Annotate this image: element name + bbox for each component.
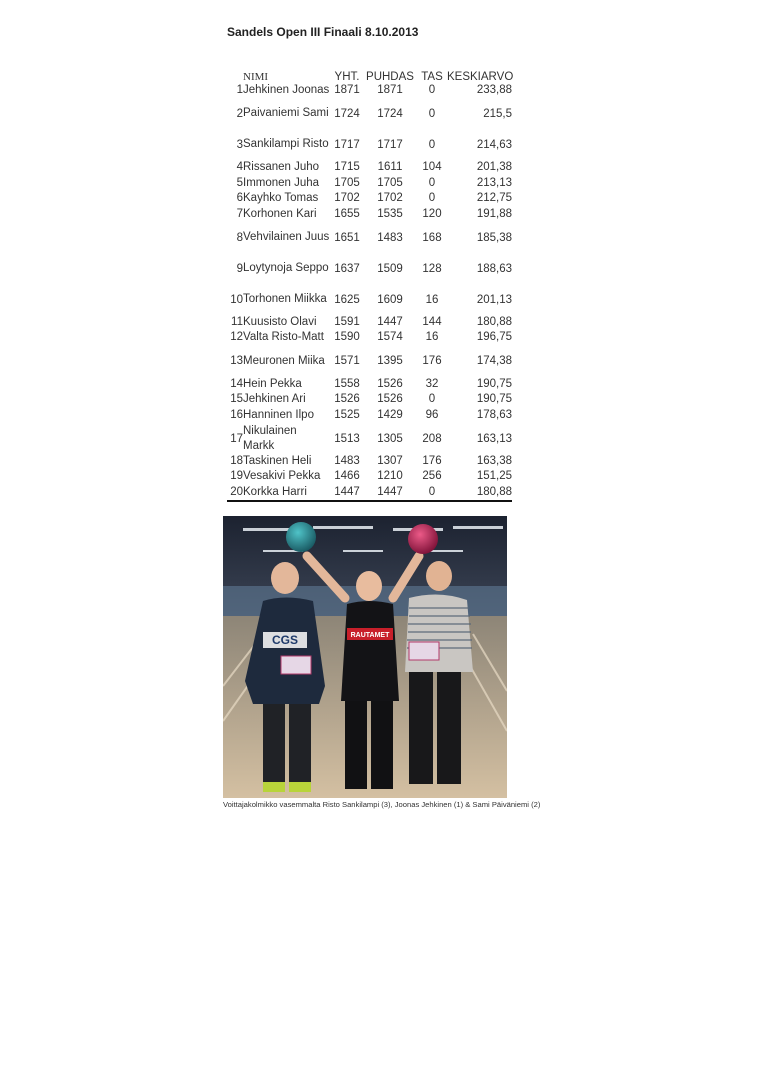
average-cell: 214,63 xyxy=(476,138,512,151)
table-row xyxy=(227,423,512,454)
table-row xyxy=(227,160,512,175)
average-cell: 188,63 xyxy=(476,262,512,275)
name-cell: Hein Pekka xyxy=(243,377,302,390)
total-cell: 1571 xyxy=(334,355,360,368)
bowling-ball-magenta xyxy=(408,524,438,554)
handicap-cell: 32 xyxy=(425,377,439,390)
total-cell: 1717 xyxy=(334,138,360,151)
header-rank xyxy=(227,67,243,83)
pure-cell: 1702 xyxy=(377,192,403,205)
name-cell: Loytynoja Seppo xyxy=(243,262,329,275)
pure-cell: 1395 xyxy=(377,355,403,368)
handicap-cell: 176 xyxy=(422,455,442,468)
name-cell: Korkka Harri xyxy=(243,485,331,501)
pure-cell: 1871 xyxy=(377,84,403,96)
rank-cell: 14 xyxy=(230,377,243,390)
name-cell: Valta Risto-Matt xyxy=(243,331,324,344)
table-row xyxy=(227,408,512,423)
pure-cell: 1609 xyxy=(377,293,403,306)
bowling-ball-teal xyxy=(286,522,316,552)
average-cell: 190,75 xyxy=(476,377,512,390)
table-row xyxy=(227,176,512,191)
total-cell: 1525 xyxy=(334,408,360,421)
average-cell: 178,63 xyxy=(476,408,512,421)
name-cell: Vehvilainen Juus xyxy=(243,231,330,244)
rank-cell: 4 xyxy=(236,161,243,174)
table-row xyxy=(227,129,512,160)
name-cell: Kuusisto Olavi xyxy=(243,316,317,329)
name-cell: Taskinen Heli xyxy=(243,455,312,468)
handicap-cell: 128 xyxy=(422,262,442,275)
table-row xyxy=(227,377,512,392)
name-cell: Jehkinen Joonas xyxy=(243,84,330,96)
pure-cell: 1429 xyxy=(377,408,403,421)
pure-cell: 1483 xyxy=(377,231,403,244)
pure-cell: 1724 xyxy=(377,107,403,120)
pure-cell: 1447 xyxy=(377,316,403,329)
total-cell: 1715 xyxy=(334,161,360,174)
rank-cell: 12 xyxy=(230,331,243,344)
handicap-cell: 96 xyxy=(425,408,439,421)
average-cell: 212,75 xyxy=(476,192,512,205)
rank-cell: 10 xyxy=(230,293,243,306)
total-cell: 1871 xyxy=(334,84,360,96)
average-cell: 185,38 xyxy=(476,231,512,244)
table-row xyxy=(227,346,512,377)
name-cell: Kayhko Tomas xyxy=(243,192,319,205)
handicap-cell: 208 xyxy=(422,432,442,445)
rank-cell: 19 xyxy=(230,470,243,483)
average-cell: 190,75 xyxy=(476,393,512,406)
table-row xyxy=(227,222,512,253)
rank-cell: 11 xyxy=(231,316,243,329)
table-row xyxy=(227,392,512,407)
total-cell: 1483 xyxy=(334,455,360,468)
photo-caption: Voittajakolmikko vasemmalta Risto Sankilampi (3), Joonas Jehkinen (1) & Sami Päiväniemi (2) xyxy=(223,800,541,809)
handicap-cell: 0 xyxy=(428,84,436,96)
average-cell: 180,88 xyxy=(447,485,512,501)
handicap-cell: 0 xyxy=(417,485,447,501)
total-cell: 1625 xyxy=(334,293,360,306)
pure-cell: 1526 xyxy=(377,393,403,406)
handicap-cell: 0 xyxy=(428,393,436,406)
handicap-cell: 16 xyxy=(425,331,439,344)
average-cell: 196,75 xyxy=(476,331,512,344)
table-header-row xyxy=(227,67,512,83)
handicap-cell: 0 xyxy=(428,192,436,205)
pure-cell: 1705 xyxy=(377,176,403,189)
pure-cell: 1447 xyxy=(363,485,417,501)
pure-cell: 1526 xyxy=(377,377,403,390)
rank-cell: 18 xyxy=(230,455,243,468)
total-cell: 1637 xyxy=(334,262,360,275)
average-cell: 215,5 xyxy=(483,107,512,120)
table-row xyxy=(227,284,512,315)
total-cell: 1702 xyxy=(334,192,360,205)
name-cell: Korhonen Kari xyxy=(243,207,317,220)
average-cell: 163,13 xyxy=(476,432,512,445)
svg-text:RAUTAMET: RAUTAMET xyxy=(350,632,390,639)
average-cell: 233,88 xyxy=(476,84,512,96)
name-cell: Hanninen Ilpo xyxy=(243,408,314,421)
header-name: NIMI xyxy=(243,71,269,83)
rank-cell: 3 xyxy=(236,138,243,151)
table-row xyxy=(227,253,512,284)
average-cell: 163,38 xyxy=(476,455,512,468)
total-cell: 1526 xyxy=(334,393,360,406)
table-row xyxy=(227,207,512,222)
name-cell: Torhonen Miikka xyxy=(243,293,327,306)
average-cell: 191,88 xyxy=(476,207,512,220)
handicap-cell: 0 xyxy=(428,138,436,151)
handicap-cell: 0 xyxy=(428,107,436,120)
average-cell: 174,38 xyxy=(476,355,512,368)
rank-cell: 1 xyxy=(236,84,243,96)
rank-cell: 16 xyxy=(230,408,243,421)
svg-text:CGS: CGS xyxy=(271,633,299,647)
rank-cell: 9 xyxy=(236,262,243,275)
table-row xyxy=(227,83,512,98)
table-row xyxy=(227,315,512,330)
handicap-cell: 120 xyxy=(422,207,442,220)
table-row xyxy=(227,485,512,501)
handicap-cell: 0 xyxy=(428,176,436,189)
header-total: YHT. xyxy=(334,71,360,83)
total-cell: 1651 xyxy=(334,231,360,244)
rank-cell: 17 xyxy=(230,432,243,445)
total-cell: 1705 xyxy=(334,176,360,189)
pure-cell: 1535 xyxy=(377,207,403,220)
table-row xyxy=(227,330,512,345)
winners-photo xyxy=(223,516,507,798)
winners-photo-illustration xyxy=(223,516,507,798)
total-cell: 1590 xyxy=(334,331,360,344)
rank-cell: 5 xyxy=(236,176,243,189)
name-cell: Jehkinen Ari xyxy=(243,393,306,406)
handicap-cell: 16 xyxy=(425,293,439,306)
average-cell: 151,25 xyxy=(476,470,512,483)
header-handicap: TAS xyxy=(421,71,443,83)
handicap-cell: 144 xyxy=(422,316,442,329)
handicap-cell: 168 xyxy=(422,231,442,244)
handicap-cell: 256 xyxy=(422,470,442,483)
pure-cell: 1307 xyxy=(377,455,403,468)
name-cell: Immonen Juha xyxy=(243,176,320,189)
total-cell: 1466 xyxy=(334,470,360,483)
average-cell: 213,13 xyxy=(476,176,512,189)
table-row xyxy=(227,191,512,206)
average-cell: 180,88 xyxy=(476,316,512,329)
handicap-cell: 104 xyxy=(422,161,442,174)
name-cell: Sankilampi Risto xyxy=(243,138,329,151)
total-cell: 1655 xyxy=(334,207,360,220)
pure-cell: 1509 xyxy=(377,262,403,275)
average-cell: 201,13 xyxy=(476,293,512,306)
rank-cell: 6 xyxy=(236,192,243,205)
page-title: Sandels Open III Finaali 8.10.2013 xyxy=(227,25,419,39)
pure-cell: 1305 xyxy=(377,432,403,445)
name-cell: Paivaniemi Sami xyxy=(243,107,329,120)
pure-cell: 1574 xyxy=(377,331,403,344)
table-row xyxy=(227,469,512,484)
table-row xyxy=(227,454,512,469)
name-cell: Rissanen Juho xyxy=(243,161,320,174)
header-pure: PUHDAS xyxy=(366,71,414,83)
results-body xyxy=(227,83,512,501)
table-row xyxy=(227,98,512,129)
total-cell: 1591 xyxy=(334,316,360,329)
pure-cell: 1717 xyxy=(377,138,403,151)
handicap-cell: 176 xyxy=(422,355,442,368)
name-cell: Vesakivi Pekka xyxy=(243,470,321,483)
total-cell: 1447 xyxy=(331,485,363,501)
average-cell: 201,38 xyxy=(476,161,512,174)
total-cell: 1724 xyxy=(334,107,360,120)
pure-cell: 1210 xyxy=(377,470,403,483)
name-cell: Meuronen Miika xyxy=(243,354,325,367)
rank-cell: 7 xyxy=(236,207,243,220)
name-cell: Nikulainen Markk xyxy=(243,424,297,452)
header-average: KESKIARVO xyxy=(447,71,514,83)
total-cell: 1558 xyxy=(334,377,360,390)
total-cell: 1513 xyxy=(334,432,360,445)
results-table xyxy=(227,67,512,502)
pure-cell: 1611 xyxy=(377,161,403,174)
rank-cell: 20 xyxy=(227,485,243,501)
rank-cell: 8 xyxy=(236,231,243,244)
rank-cell: 2 xyxy=(236,107,243,120)
rank-cell: 13 xyxy=(230,355,243,368)
rank-cell: 15 xyxy=(230,393,243,406)
